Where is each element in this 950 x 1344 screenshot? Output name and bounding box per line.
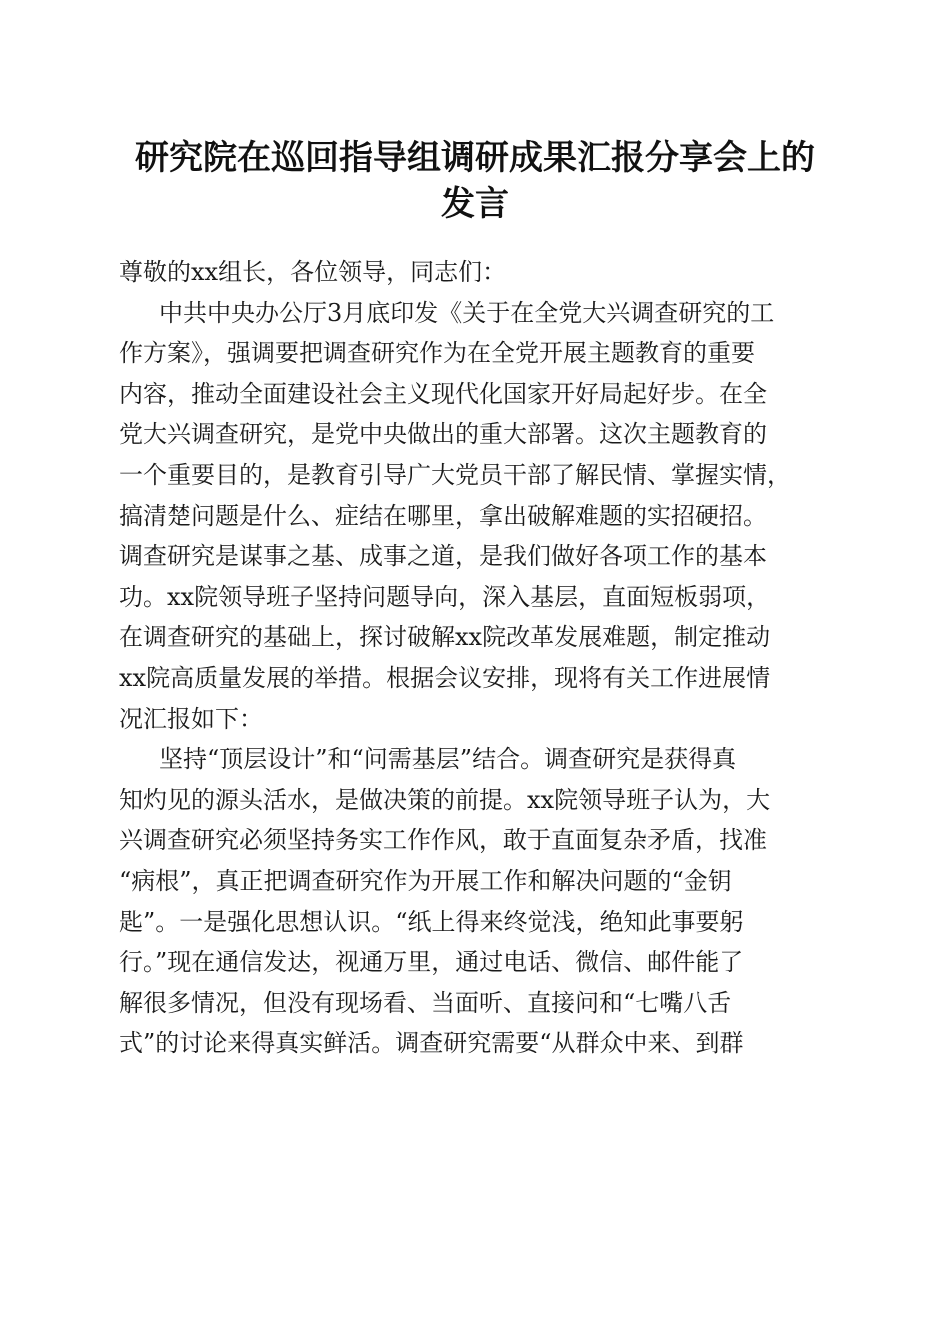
paragraph-1-line: 内容，推动全面建设社会主义现代化国家开好局起好步。在全 bbox=[119, 379, 767, 408]
paragraph-2-line: 兴调查研究必须坚持务实工作作风，敢于直面复杂矛盾，找准 bbox=[119, 826, 767, 855]
paragraph-1-line: 功。xx院领导班子坚持问题导向，深入基层，直面短板弱项， bbox=[119, 582, 771, 611]
paragraph-2-line: 知灼见的源头活水，是做决策的前提。xx院领导班子认为，大 bbox=[119, 785, 771, 814]
paragraph-2-line: 式”的讨论来得真实鲜活。调查研究需要“从群众中来、到群 bbox=[119, 1029, 744, 1058]
paragraph-1-line: 在调查研究的基础上，探讨破解xx院改革发展难题，制定推动 bbox=[119, 623, 771, 652]
paragraph-2-line: 匙”。一是强化思想认识。“纸上得来终觉浅，绝知此事要躬 bbox=[119, 907, 744, 936]
document-body bbox=[119, 252, 831, 1064]
paragraph-1-line: xx院高质量发展的举措。根据会议安排，现将有关工作进展情 bbox=[119, 663, 771, 692]
paragraph-2-line: “病根”，真正把调查研究作为开展工作和解决问题的“金钥 bbox=[119, 866, 732, 895]
title-line-2: 发言 bbox=[441, 184, 509, 224]
paragraph-1-line: 党大兴调查研究，是党中央做出的重大部署。这次主题教育的 bbox=[119, 420, 767, 449]
document-title bbox=[100, 135, 850, 227]
salutation: 尊敬的xx组长，各位领导，同志们： bbox=[119, 258, 507, 286]
paragraph-2-line: 解很多情况，但没有现场看、当面听、直接问和“七嘴八舌 bbox=[119, 988, 732, 1017]
paragraph-1-line: 搞清楚问题是什么、症结在哪里，拿出破解难题的实招硬招。 bbox=[119, 501, 767, 530]
paragraph-2-line: 行。”现在通信发达，视通万里，通过电话、微信、邮件能了 bbox=[119, 948, 744, 977]
paragraph-1-line: 一个重要目的，是教育引导广大党员干部了解民情、掌握实情， bbox=[119, 460, 791, 489]
paragraph-1-line: 中共中央办公厅3月底印发《关于在全党大兴调查研究的工 bbox=[159, 298, 775, 327]
paragraph-1-line: 况汇报如下： bbox=[119, 704, 263, 733]
paragraph-1-line: 作方案》，强调要把调查研究作为在全党开展主题教育的重要 bbox=[119, 339, 755, 368]
paragraph-2-line: 坚持“顶层设计”和“问需基层”结合。调查研究是获得真 bbox=[159, 745, 737, 774]
title-line-1: 研究院在巡回指导组调研成果汇报分享会上的 bbox=[135, 138, 815, 178]
paragraph-1-line: 调查研究是谋事之基、成事之道，是我们做好各项工作的基本 bbox=[119, 542, 767, 571]
